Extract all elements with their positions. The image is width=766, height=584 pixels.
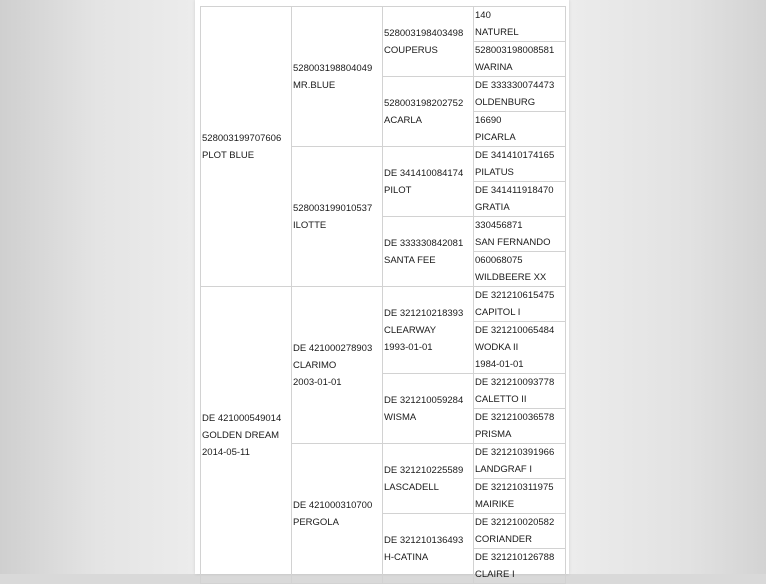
- sire-sire-reg: 528003198804049: [293, 62, 373, 74]
- sdd-cell: [383, 217, 474, 287]
- ssd-name: ACARLA: [384, 114, 423, 126]
- dss-name: CLEARWAY: [384, 324, 437, 336]
- dddd-cell: [474, 549, 566, 584]
- dsss-reg: DE 321210615475: [475, 290, 555, 301]
- sire-dam-name: ILOTTE: [293, 219, 327, 231]
- ssdd-name: PICARLA: [475, 132, 516, 143]
- sire-sire-name: MR.BLUE: [293, 79, 336, 91]
- sire-name: PLOT BLUE: [202, 149, 255, 161]
- dssd-date: 1984-01-01: [475, 359, 524, 370]
- sdss-cell: [474, 147, 566, 182]
- ssd-cell: [383, 77, 474, 147]
- pedigree-document: [195, 0, 569, 580]
- dddd-reg: DE 321210126788: [475, 552, 555, 563]
- dsds-reg: DE 321210093778: [475, 377, 555, 388]
- sssd-name: WARINA: [475, 62, 513, 73]
- sire-sire-cell: [292, 7, 383, 147]
- dds-name: LASCADELL: [384, 481, 439, 493]
- ssss-cell: [474, 7, 566, 42]
- dam-sire-cell: [292, 287, 383, 444]
- sdds-cell: [474, 217, 566, 252]
- dam-sire-name: CLARIMO: [293, 359, 337, 371]
- table-row: [201, 287, 566, 322]
- sddd-name: WILDBEERE XX: [475, 272, 547, 283]
- dsds-cell: [474, 374, 566, 409]
- dam-reg: DE 421000549014: [202, 412, 282, 424]
- dam-dam-reg: DE 421000310700: [293, 499, 373, 511]
- ddds-cell: [474, 514, 566, 549]
- sire-dam-cell: [292, 147, 383, 287]
- dam-cell: [201, 287, 292, 584]
- sdss-name: PILATUS: [475, 167, 514, 178]
- ddsd-reg: DE 321210311975: [475, 482, 554, 493]
- sire-reg: 528003199707606: [202, 132, 282, 144]
- dam-dam-cell: [292, 444, 383, 584]
- dds-cell: [383, 444, 474, 514]
- blurred-background-left: [0, 0, 195, 574]
- dsdd-cell: [474, 409, 566, 444]
- sssd-cell: [474, 42, 566, 77]
- dam-date: 2014-05-11: [202, 446, 250, 458]
- sire-dam-reg: 528003199010537: [293, 202, 373, 214]
- dss-cell: [383, 287, 474, 374]
- ddss-name: LANDGRAF I: [475, 464, 533, 475]
- dam-dam-name: PERGOLA: [293, 516, 339, 528]
- ssd-reg: 528003198202752: [384, 97, 464, 109]
- dddd-name: CLAIRE I: [475, 569, 515, 580]
- ssds-cell: [474, 77, 566, 112]
- sire-cell: [201, 7, 292, 287]
- ddss-reg: DE 321210391966: [475, 447, 555, 458]
- dsd-name: WISMA: [384, 411, 417, 423]
- sss-name: COUPERUS: [384, 44, 438, 56]
- ddd-cell: [383, 514, 474, 584]
- dsds-name: CALETTO II: [475, 394, 527, 405]
- ddsd-name: MAIRIKE: [475, 499, 515, 510]
- sds-name: PILOT: [384, 184, 412, 196]
- dsd-reg: DE 321210059284: [384, 394, 464, 406]
- sds-reg: DE 341410084174: [384, 167, 464, 179]
- dssd-cell: [474, 322, 566, 374]
- sddd-reg: 060068075: [475, 255, 523, 266]
- sds-cell: [383, 147, 474, 217]
- pedigree-table: [200, 6, 566, 584]
- sdsd-name: GRATIA: [475, 202, 510, 213]
- sdsd-reg: DE 341411918470: [475, 185, 554, 196]
- ssdd-cell: [474, 112, 566, 147]
- dss-date: 1993-01-01: [384, 341, 433, 353]
- sssd-reg: 528003198008581: [475, 45, 555, 56]
- sdss-reg: DE 341410174165: [475, 150, 555, 161]
- sdds-name: SAN FERNANDO: [475, 237, 551, 248]
- sdsd-cell: [474, 182, 566, 217]
- ssss-reg: 140: [475, 10, 491, 21]
- sdd-reg: DE 333330842081: [384, 237, 464, 249]
- dss-reg: DE 321210218393: [384, 307, 464, 319]
- table-row: [201, 7, 566, 42]
- dssd-name: WODKA II: [475, 342, 519, 353]
- dsss-cell: [474, 287, 566, 322]
- ddsd-cell: [474, 479, 566, 514]
- ssds-name: OLDENBURG: [475, 97, 536, 108]
- ddd-reg: DE 321210136493: [384, 534, 464, 546]
- dds-reg: DE 321210225589: [384, 464, 464, 476]
- ddd-name: H-CATINA: [384, 551, 429, 563]
- ddds-reg: DE 321210020582: [475, 517, 555, 528]
- blurred-background-right: [569, 0, 766, 574]
- ssss-name: NATUREL: [475, 27, 519, 38]
- sss-cell: [383, 7, 474, 77]
- sddd-cell: [474, 252, 566, 287]
- dsdd-name: PRISMA: [475, 429, 512, 440]
- sdds-reg: 330456871: [475, 220, 523, 231]
- ddds-name: CORIANDER: [475, 534, 533, 545]
- sss-reg: 528003198403498: [384, 27, 464, 39]
- dsss-name: CAPITOL I: [475, 307, 521, 318]
- sdd-name: SANTA FEE: [384, 254, 436, 266]
- ssds-reg: DE 333330074473: [475, 80, 555, 91]
- dam-name: GOLDEN DREAM: [202, 429, 280, 441]
- ddss-cell: [474, 444, 566, 479]
- dssd-reg: DE 321210065484: [475, 325, 555, 336]
- dam-sire-reg: DE 421000278903: [293, 342, 373, 354]
- dsd-cell: [383, 374, 474, 444]
- ssdd-reg: 16690: [475, 115, 502, 126]
- dsdd-reg: DE 321210036578: [475, 412, 555, 423]
- dam-sire-date: 2003-01-01: [293, 376, 342, 388]
